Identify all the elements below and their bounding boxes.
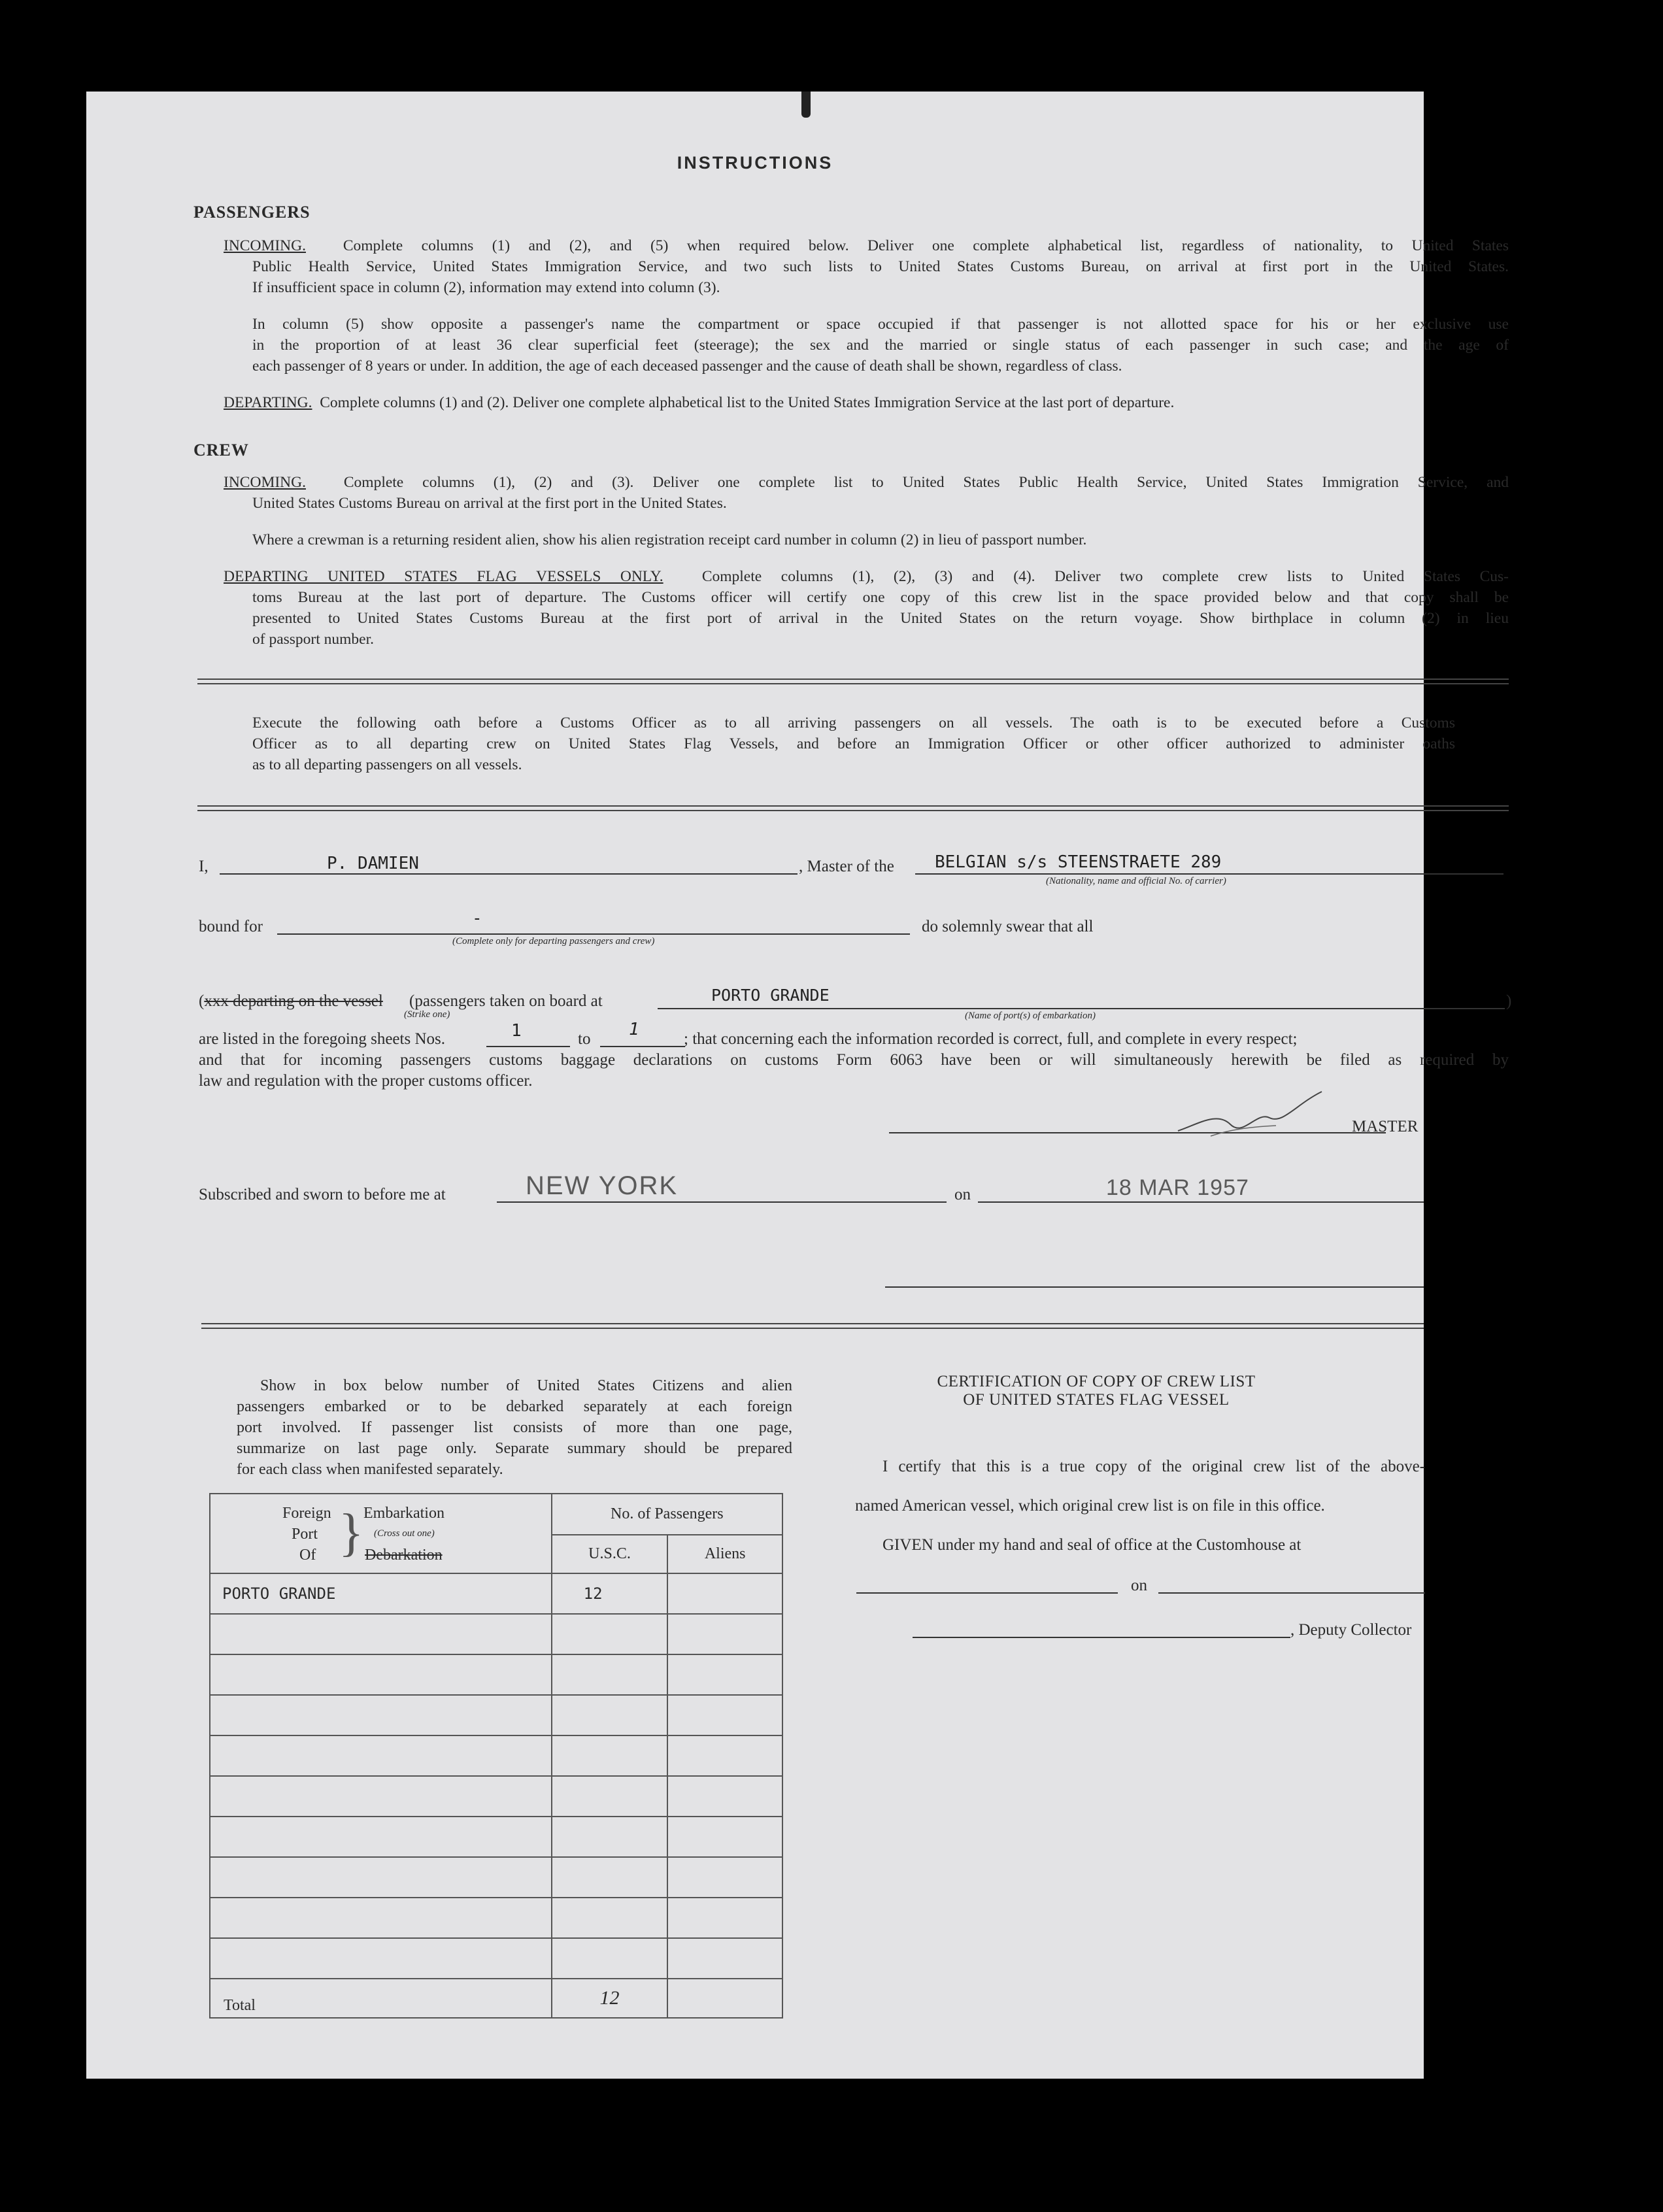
master-of-label: , Master of the — [799, 858, 894, 875]
row-usc — [552, 1776, 668, 1817]
deputy-collector-label: , Deputy Collector — [1290, 1621, 1412, 1639]
sworn-place-stamp: NEW YORK — [526, 1171, 679, 1200]
total-aliens — [667, 1979, 782, 2018]
certification-title-line2: OF UNITED STATES FLAG VESSEL — [963, 1391, 1230, 1409]
crew-departing-label: DEPARTING UNITED STATES FLAG VESSELS ONLY. — [224, 568, 664, 585]
of-label: Of — [299, 1547, 316, 1564]
table-header-port — [210, 1494, 552, 1573]
table-row — [210, 1776, 782, 1817]
row-usc — [552, 1695, 668, 1735]
divider — [197, 805, 1509, 811]
master-label: MASTER — [1352, 1118, 1419, 1135]
crew-heading: CREW — [193, 441, 249, 460]
sheet-from: 1 — [511, 1021, 522, 1041]
column5-line2: in the proportion of at least 36 clear superficial feet (steerage); the sex and the married or single status of each passenger in such case; and the age of — [252, 337, 1509, 354]
oath-line2: and that for incoming passengers customs baggage declarations on customs Form 6063 have been or will simultaneously herewith be filed as required by — [199, 1051, 1509, 1069]
sheets-tail: ; that concerning each the information recorded is correct, full, and complete in every respect; — [684, 1030, 1298, 1048]
bound-for-value: - — [472, 909, 482, 928]
passengers-incoming-line2: Public Health Service, United States Immigration Service, and two such lists to United States Customs Bureau, on arrival at first port in the United States. — [252, 258, 1509, 275]
bound-for-label: bound for — [199, 918, 263, 935]
row-usc — [552, 1857, 668, 1898]
crew-incoming-line2: United States Customs Bureau on arrival at the first port in the United States. — [252, 495, 727, 512]
port-line — [658, 1008, 1505, 1009]
port-caption: (Name of port(s) of embarkation) — [965, 1011, 1096, 1021]
certification-line3: GIVEN under my hand and seal of office at the Customhouse at — [882, 1536, 1302, 1554]
passengers-incoming — [224, 235, 1509, 256]
form-page — [86, 92, 1512, 2079]
sheet-to: 1 — [629, 1020, 639, 1039]
row-port — [210, 1614, 552, 1654]
row-port — [210, 1898, 552, 1938]
row-usc — [552, 1654, 668, 1695]
certification-title — [845, 1373, 1348, 1409]
oath-intro-line1: Execute the following oath before a Customs Officer as to all arriving passengers on all vessels. The oath is to be executed before a Customs — [252, 714, 1455, 731]
row-aliens — [667, 1898, 782, 1938]
customhouse-line — [856, 1592, 1118, 1594]
table-row — [210, 1857, 782, 1898]
table-row — [210, 1938, 782, 1979]
aliens-header: Aliens — [667, 1535, 782, 1573]
row-aliens — [667, 1938, 782, 1979]
subscribed-label: Subscribed and sworn to before me at — [199, 1186, 446, 1203]
total-label: Total — [210, 1979, 552, 2018]
row-aliens — [667, 1614, 782, 1654]
table-row — [210, 1898, 782, 1938]
on-label: on — [954, 1186, 971, 1203]
certification-title-line1: CERTIFICATION OF COPY OF CREW LIST — [937, 1373, 1256, 1390]
table-row — [210, 1573, 782, 1614]
passengers-incoming-line3: If insufficient space in column (2), information may extend into column (3). — [252, 279, 720, 296]
officer-signature-line — [885, 1286, 1424, 1288]
sworn-date-stamp: 18 MAR 1957 — [1106, 1175, 1249, 1200]
page-title: INSTRUCTIONS — [677, 153, 833, 173]
summary-note-line3: port involved. If passenger list consists of more than one page, — [237, 1419, 792, 1436]
crew-incoming-label: INCOMING. — [224, 474, 306, 491]
table-row — [210, 1735, 782, 1776]
table-row — [210, 1695, 782, 1735]
divider — [197, 679, 1509, 684]
oath-i-label: I, — [199, 858, 209, 875]
debarkation-label: Debarkation — [365, 1547, 443, 1564]
oath-line3: law and regulation with the proper customs officer. — [199, 1072, 533, 1090]
oath-strike-line: (xxx departing on the vessel — [199, 992, 383, 1010]
sheets-label: are listed in the foregoing sheets Nos. — [199, 1030, 445, 1048]
vessel-caption: (Nationality, name and official No. of carrier) — [1046, 876, 1226, 886]
summary-note-line4: summarize on last page only. Separate summary should be prepared — [237, 1440, 792, 1457]
crew-departing-line3: presented to United States Customs Bureau at the first port of arrival in the United States on the return voyage. Show birthplace in column (2) in lieu — [252, 610, 1509, 627]
table-row — [210, 1654, 782, 1695]
row-port — [210, 1776, 552, 1817]
row-port — [210, 1817, 552, 1857]
port-of-embarkation: PORTO GRANDE — [711, 986, 830, 1005]
row-usc: 12 — [552, 1573, 668, 1614]
row-port — [210, 1857, 552, 1898]
passengers-taken-label: (passengers taken on board at — [409, 992, 603, 1010]
sworn-date-line — [978, 1201, 1424, 1203]
row-port — [210, 1735, 552, 1776]
foreign-label: Foreign — [282, 1505, 331, 1522]
column5-line1: In column (5) show opposite a passenger's name the compartment or space occupied if that passenger is not allotted space for his or her exclusive use — [252, 316, 1509, 333]
crew-departing-line4: of passport number. — [252, 631, 375, 648]
swear-text: do solemnly swear that all — [922, 918, 1094, 935]
usc-header: U.S.C. — [552, 1535, 668, 1573]
summary-note-line2: passengers embarked or to be debarked separately at each foreign — [237, 1398, 792, 1415]
master-signature — [1171, 1085, 1328, 1144]
crew-resident: Where a crewman is a returning resident alien, show his alien registration receipt card number in column (2) in lieu of passport number. — [252, 531, 1087, 548]
to-label: to — [578, 1030, 591, 1048]
port-close-paren: ) — [1506, 992, 1512, 1010]
vessel-name: BELGIAN s/s STEENSTRAETE 289 — [935, 852, 1222, 872]
row-aliens — [667, 1857, 782, 1898]
port-label: Port — [292, 1526, 318, 1543]
divider — [201, 1323, 1424, 1329]
row-aliens — [667, 1776, 782, 1817]
row-usc — [552, 1938, 668, 1979]
row-usc — [552, 1817, 668, 1857]
master-name-line — [220, 873, 798, 875]
summary-note-line5: for each class when manifested separately. — [237, 1461, 503, 1478]
brace-icon: } — [339, 1504, 364, 1562]
row-port — [210, 1938, 552, 1979]
crew-incoming-line1: INCOMING. Complete columns (1), (2) and (3). Deliver one complete list to United States Public Health Service, United States Immigration Service, and — [224, 474, 1509, 491]
row-aliens — [667, 1695, 782, 1735]
cross-out-label: (Cross out one) — [374, 1528, 435, 1539]
sworn-place-line — [497, 1201, 947, 1203]
embarkation-label: Embarkation — [363, 1505, 445, 1522]
row-port — [210, 1654, 552, 1695]
row-usc — [552, 1735, 668, 1776]
oath-intro-line3: as to all departing passengers on all vessels. — [252, 756, 522, 773]
row-port — [210, 1695, 552, 1735]
certification-line2: named American vessel, which original crew list is on file in this office. — [855, 1497, 1325, 1515]
passengers-heading: PASSENGERS — [193, 203, 311, 222]
passengers-incoming-line1: INCOMING. Complete columns (1) and (2), and (5) when required below. Deliver one complete alphabetical list, regardless of nationality, to United States — [224, 237, 1509, 254]
passenger-summary-table — [209, 1493, 783, 2019]
incoming-label: INCOMING. — [224, 237, 306, 254]
certification-date-line — [1158, 1592, 1425, 1594]
crew-departing-line1: DEPARTING UNITED STATES FLAG VESSELS ONLY. Complete columns (1), (2), (3) and (4). Deliver two complete crew lists to United States Cus- — [224, 568, 1509, 585]
total-usc: 12 — [552, 1979, 668, 2018]
column5-line3: each passenger of 8 years or under. In addition, the age of each deceased passenger and the cause of death shall be shown, regardless of class. — [252, 358, 1122, 375]
sheet-to-line — [600, 1046, 685, 1047]
bound-caption: (Complete only for departing passengers and crew) — [452, 936, 655, 947]
vessel-line — [915, 873, 1503, 875]
certification-line1: I certify that this is a true copy of the original crew list of the above- — [882, 1458, 1425, 1475]
strike-caption: (Strike one) — [404, 1009, 450, 1020]
summary-note-line1: Show in box below number of United States Citizens and alien — [260, 1377, 792, 1394]
row-port: PORTO GRANDE — [210, 1573, 552, 1614]
crew-departing-line2: toms Bureau at the last port of departure. The Customs officer will certify one copy of this crew list in the space provided below and that copy shall be — [252, 589, 1509, 606]
row-usc — [552, 1898, 668, 1938]
table-row — [210, 1817, 782, 1857]
summary-note — [237, 1375, 792, 1480]
sheet-from-line — [486, 1046, 570, 1047]
master-name: P. DAMIEN — [327, 854, 419, 873]
deputy-signature-line — [913, 1637, 1290, 1638]
certification-on-label: on — [1131, 1577, 1147, 1594]
oath-intro-line2: Officer as to all departing crew on United States Flag Vessels, and before an Immigration Officer or other officer authorized to administer oaths — [252, 735, 1455, 752]
binding-mark — [801, 92, 811, 118]
row-aliens — [667, 1573, 782, 1614]
table-total-row — [210, 1979, 782, 2018]
row-aliens — [667, 1817, 782, 1857]
no-passengers-header: No. of Passengers — [552, 1494, 782, 1535]
struck-text: xxx departing on the vessel — [204, 992, 383, 1010]
bound-for-line — [277, 933, 910, 935]
passengers-departing: DEPARTING. Complete columns (1) and (2). Deliver one complete alphabetical list to the United States Immigration Service at the last port of departure. — [224, 394, 1175, 411]
row-usc — [552, 1614, 668, 1654]
row-aliens — [667, 1654, 782, 1695]
row-aliens — [667, 1735, 782, 1776]
table-row — [210, 1614, 782, 1654]
departing-label: DEPARTING. — [224, 394, 312, 411]
